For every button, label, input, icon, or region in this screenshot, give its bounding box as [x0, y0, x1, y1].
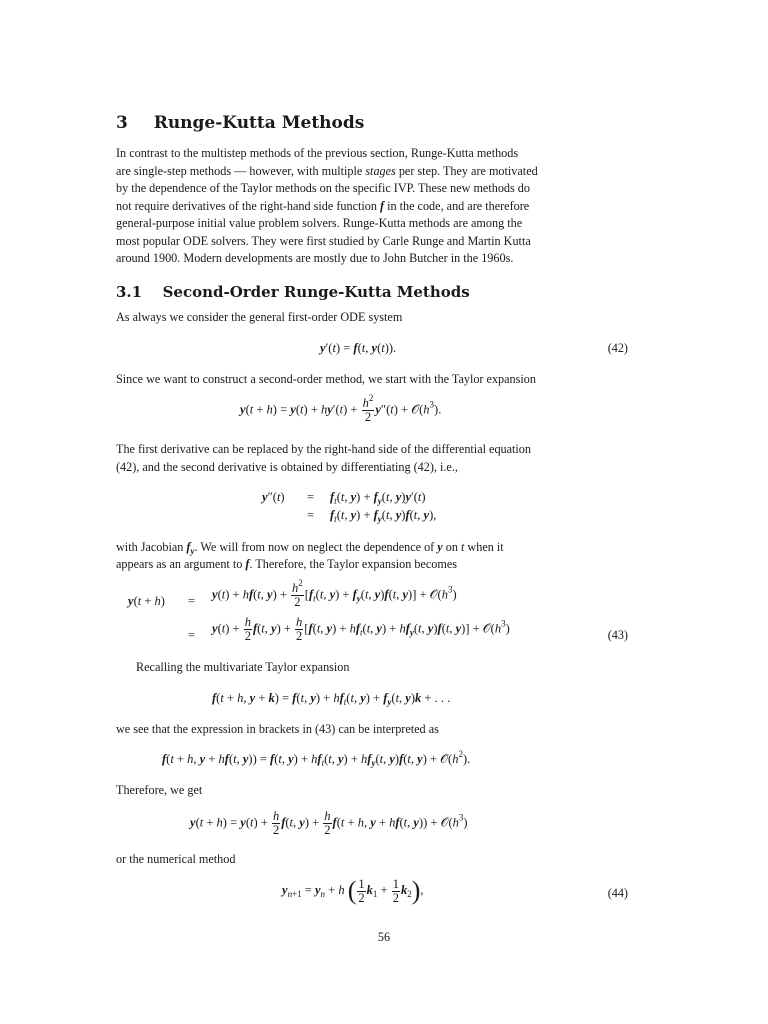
section-heading: [116, 113, 364, 133]
equation-number-44: (44): [607, 886, 628, 900]
page-number: 56: [377, 930, 391, 944]
equation-43-line-2: y(t) + $\frac{h}{2}$ f(t, y) + $\frac{h}{2}$ [f(t, $y) + hf_t(t$, $y) + hf_y(t$, y)f(t, $y)] + 𝒪(h^3)$: [212, 615, 510, 643]
equals-sign-3: =: [188, 594, 196, 608]
intro-line-7: around 1900. Modern developments are mostly due to John Butcher in the 1960s.: [116, 251, 514, 265]
equation-bracket-interpretation: f(t + h, y + hf(t, y)) = f(t, $y) + hf_t(t$, $y) + hf_y(t$, y)f(t, $y) + 𝒪(h^2)$.: [162, 749, 471, 768]
subsection-number: 3.1: [116, 283, 143, 301]
intro-line-1: In contrast to the multistep methods of the previous section, Runge-Kutta methods: [116, 146, 519, 160]
text-numerical-method: or the numerical method: [116, 852, 236, 866]
equation-43-line-1: y(t) + hf(t, y) + $\frac{h^2}{2}$ [$f_t(t$, $y) + f_y(t$, y)f(t, $y)] + 𝒪(h^3)$: [212, 578, 457, 609]
equals-sign-2: =: [307, 508, 315, 522]
equation-multivariate-taylor: f(t + h, y + k) = f(t, $y) + hf_t(t$, $y) + f_y(t$, y)k + . . .: [212, 691, 451, 707]
equation-result: y(t + h) = y(t) + $\frac{h}{2}$ f(t, y) + $\frac{h}{2}$ f(t + h, y + hf(t, $y)) + 𝒪(h^3)$: [190, 809, 468, 837]
intro-line-4: not require derivatives of the right-hand side function f in the code, and are therefore: [116, 198, 530, 213]
intro-line-5: general-purpose initial value problem solvers. Runge-Kutta methods are among the: [116, 216, 523, 230]
equation-42: y′(t) = f(t, y(t)).: [320, 341, 397, 355]
intro-line-6: most popular ODE solvers. They were first studied by Carle Runge and Martin Kutta: [116, 233, 531, 248]
equals-sign-4: =: [188, 628, 196, 642]
text-multivariate: Recalling the multivariate Taylor expansion: [136, 660, 350, 674]
intro-line-3: by the dependence of the Taylor methods on the specific IVP. These new methods do: [116, 181, 530, 195]
intro-line-2: are single-step methods — however, with multiple stages per step. They are motivated: [116, 163, 538, 178]
section-number: 3: [116, 113, 128, 133]
text-brackets: we see that the expression in brackets in (43) can be interpreted as: [116, 722, 439, 736]
equation-number-42: (42): [607, 341, 628, 355]
equation-second-derivative-rhs-1: $f_t(t$, $y) + f_y(t$, y)y′(t): [330, 490, 426, 506]
text-derivative-2: (42), and the second derivative is obtained by differentiating (42), i.e.,: [116, 460, 458, 474]
text-jacobian-2: appears as an argument to f. Therefore, the Taylor expansion becomes: [116, 557, 457, 571]
equation-second-derivative-1: y″(t): [262, 490, 285, 504]
text-derivative-1: The first derivative can be replaced by the right-hand side of the differential equation: [116, 442, 531, 456]
equation-43-lhs: y(t + h): [128, 594, 165, 608]
text-jacobian-1: with Jacobian $f_y$. We will from now on neglect the dependence of y on t when it: [116, 540, 504, 556]
subsection-heading: [116, 283, 470, 301]
text-taylor-intro: Since we want to construct a second-order method, we start with the Taylor expansion: [116, 372, 536, 386]
text-therefore: Therefore, we get: [116, 783, 203, 797]
equation-second-derivative-rhs-2: $f_t(t$, $y) + f_y(t$, y)f(t, y),: [330, 508, 437, 524]
subsection-title: Second-Order Runge-Kutta Methods: [162, 283, 470, 301]
section-title: Runge-Kutta Methods: [153, 113, 365, 133]
equals-sign-1: =: [307, 490, 315, 504]
equation-taylor-expansion: y(t + h) = y(t) + hy′(t) + $\frac{h^2}{2}$ $y''(t) + 𝒪(h^3)$.: [240, 393, 442, 424]
equation-number-43: (43): [607, 628, 628, 642]
intro-paragraph: [116, 145, 636, 268]
text-ode-intro: As always we consider the general first-order ODE system: [116, 310, 403, 324]
equation-44: $y_{n+1} = y_n + h$ ( $\frac{1}{2}$ $k_1$ + $\frac{1}{2}$ $k_2$),: [282, 876, 424, 905]
